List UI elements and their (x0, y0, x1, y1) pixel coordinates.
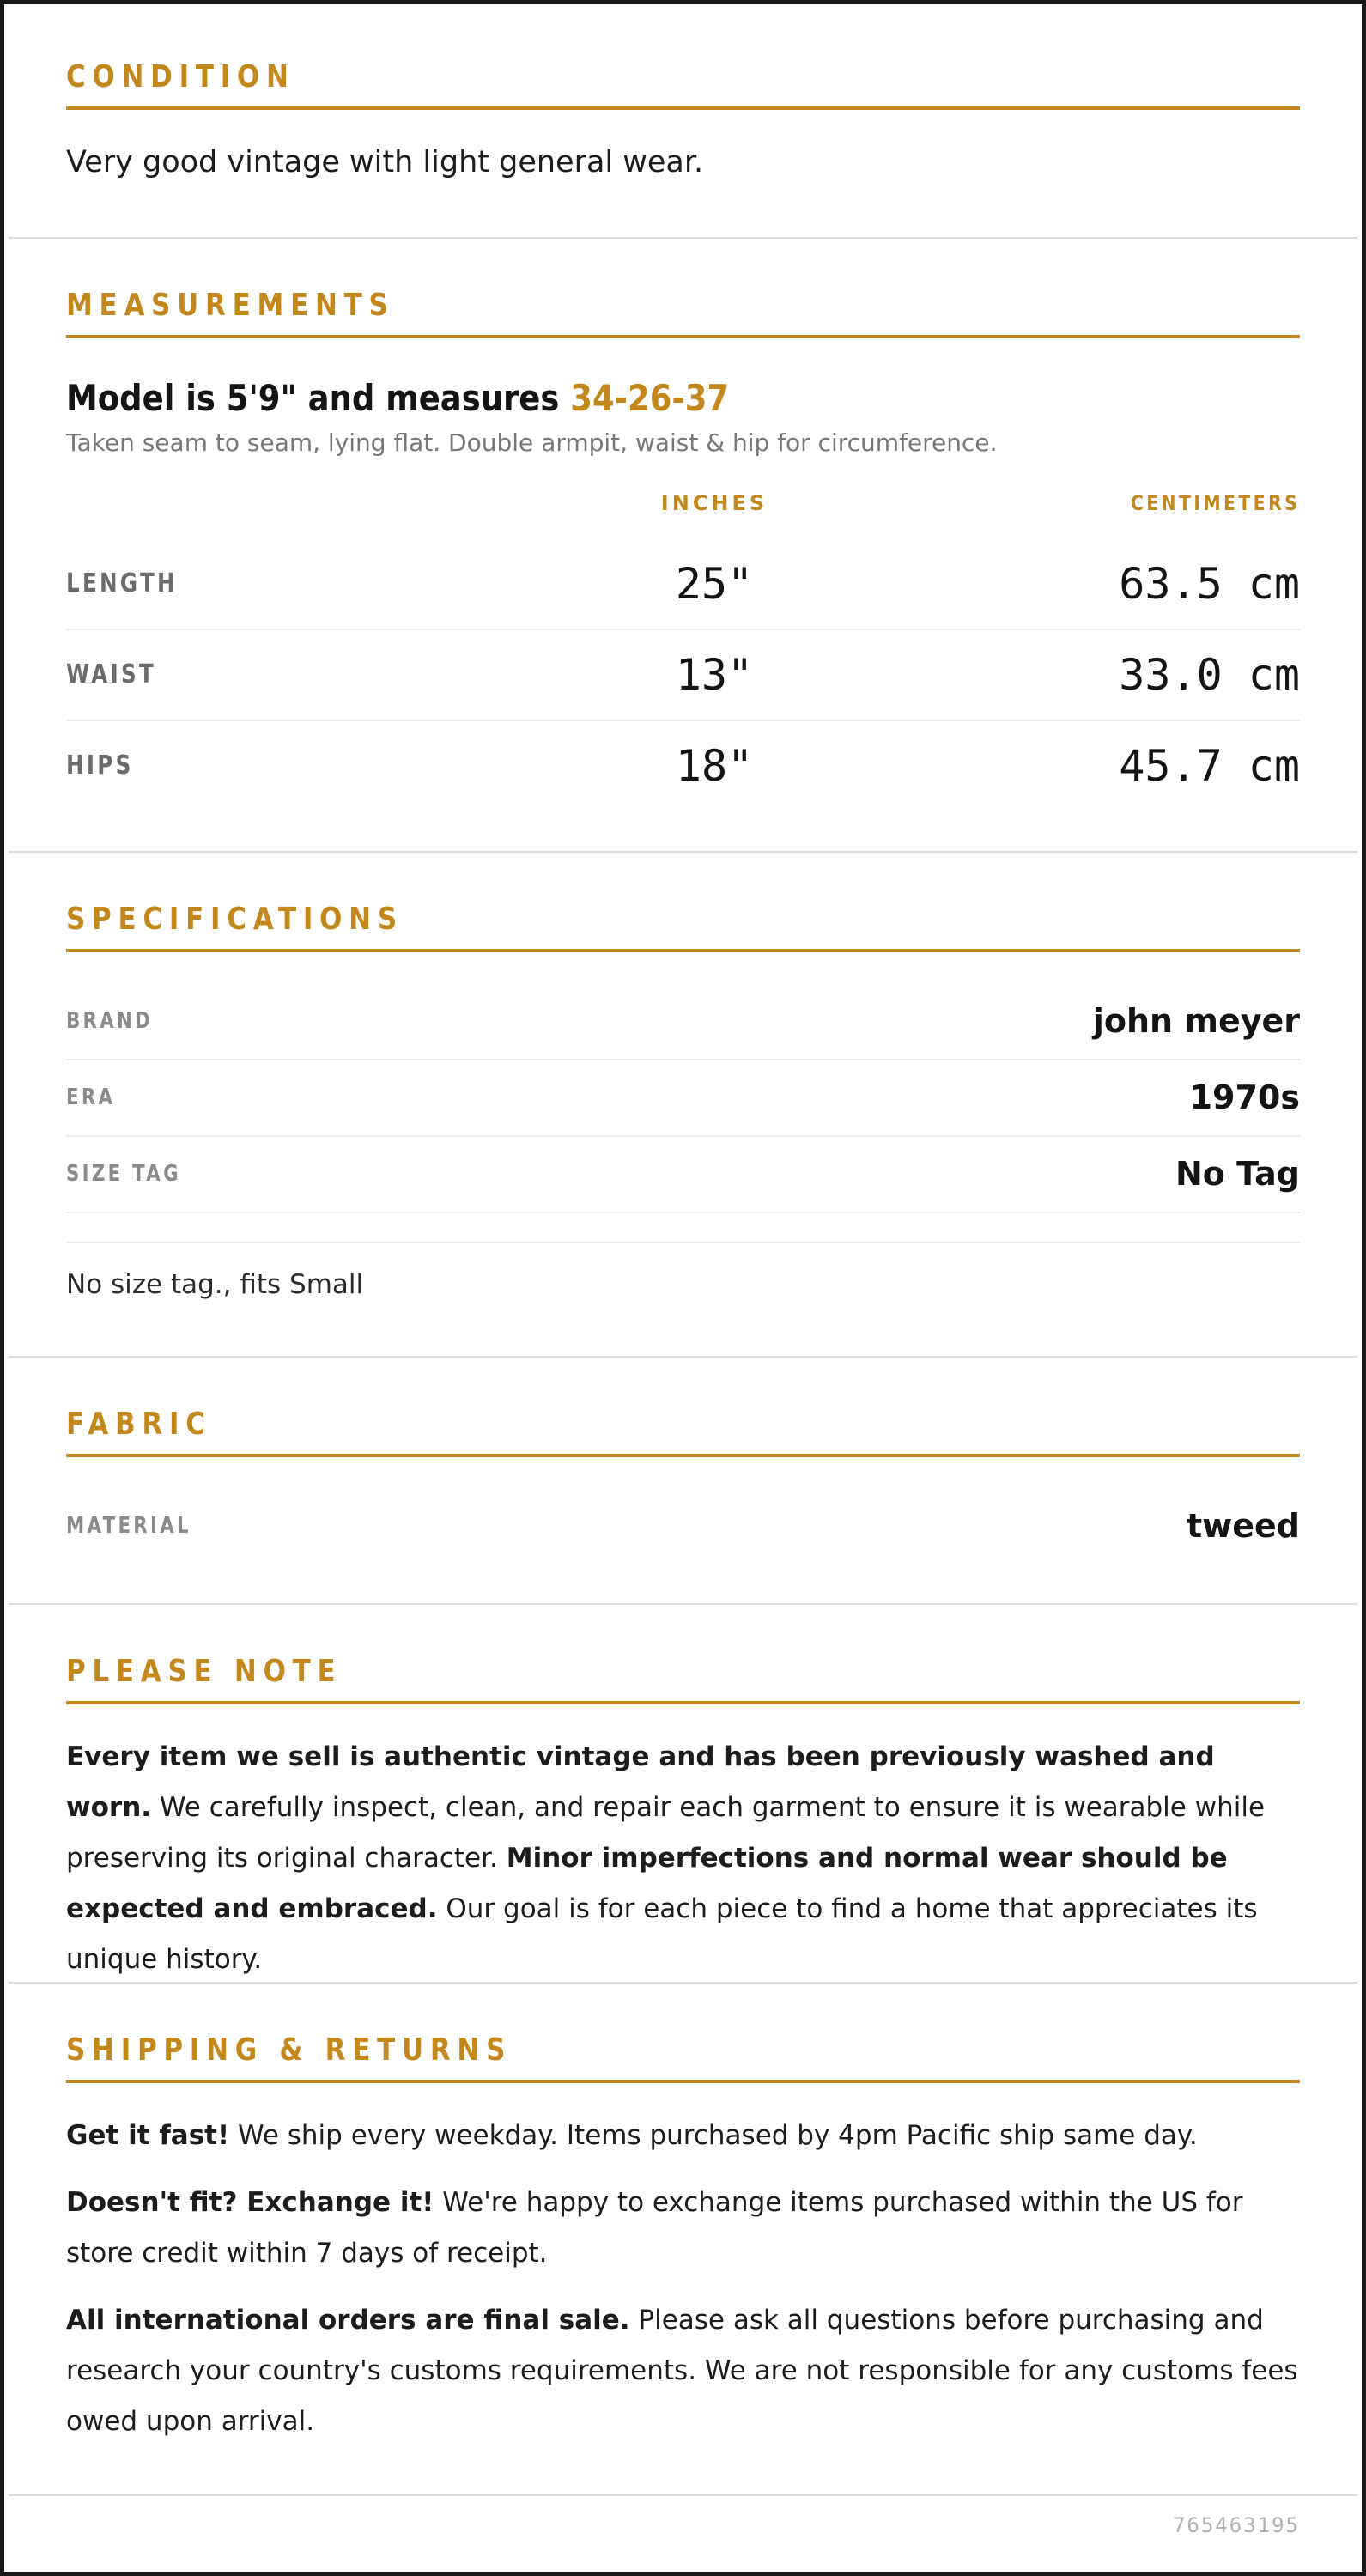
measurements-heading: MEASUREMENTS (66, 280, 1300, 338)
specifications-section (9, 851, 1357, 1358)
please-note-bold-1: Every item we sell is authentic vintage and has been previously washed and worn. (66, 1741, 1215, 1823)
spec-row-brand (66, 983, 1300, 1060)
spec-row-size-tag (66, 1136, 1300, 1213)
condition-heading: CONDITION (66, 52, 1300, 110)
spec-label: MATERIAL (66, 1513, 191, 1539)
measurement-cm: 45.7 cm (1119, 741, 1300, 791)
condition-section (9, 9, 1357, 239)
column-header-centimeters: CENTIMETERS (1130, 491, 1300, 515)
shipping-p2-bold: Doesn't fit? Exchange it! (66, 2187, 434, 2218)
measurement-label: LENGTH (66, 568, 178, 598)
spec-label: SIZE TAG (66, 1161, 181, 1187)
shipping-paragraph-1 (66, 2111, 1300, 2161)
measurement-cm: 63.5 cm (1119, 559, 1300, 609)
spec-value: john meyer (1092, 1002, 1300, 1040)
column-header-inches: INCHES (660, 491, 768, 515)
model-measurements-prefix: Model is 5'9" and measures (66, 377, 571, 419)
shipping-p3-bold: All international orders are final sale. (66, 2305, 630, 2336)
spec-value: 1970s (1189, 1078, 1300, 1116)
condition-text: Very good vintage with light general wear. (66, 145, 704, 179)
fabric-row-material (66, 1488, 1300, 1564)
measurements-section (9, 237, 1357, 853)
spec-label: ERA (66, 1084, 116, 1110)
spec-label: BRAND (66, 1008, 154, 1034)
shipping-p1-text: We ship every weekday. Items purchased by 4pm Pacific ship same day. (229, 2120, 1198, 2151)
please-note-text (66, 1732, 1300, 1985)
please-note-bold-2: Minor imperfections and normal wear should be expected and embraced. (66, 1843, 1228, 1924)
fabric-section (9, 1356, 1357, 1605)
shipping-p1-bold: Get it fast! (66, 2120, 230, 2151)
specifications-heading: SPECIFICATIONS (66, 894, 1300, 952)
measurement-row-waist (66, 630, 1300, 721)
please-note-section (9, 1603, 1357, 1984)
spec-divider (66, 1242, 1300, 1243)
shipping-paragraph-2 (66, 2178, 1300, 2279)
measurement-row-length (66, 539, 1300, 630)
shipping-p2-text: We're happy to exchange items purchased within the US for store credit within 7 days of receipt. (66, 2187, 1243, 2269)
sku-number: 765463195 (1172, 2513, 1300, 2537)
measurement-inches: 25" (675, 559, 754, 609)
measurement-row-hips (66, 721, 1300, 811)
spec-value: No Tag (1175, 1155, 1300, 1193)
please-note-text-2: Our goal is for each piece to find a home that appreciates its unique history. (66, 1893, 1258, 1975)
measurements-note: Taken seam to seam, lying flat. Double armpit, waist & hip for circumference. (66, 428, 998, 457)
please-note-heading: PLEASE NOTE (66, 1646, 1300, 1704)
spec-value: tweed (1186, 1507, 1300, 1545)
fabric-heading: FABRIC (66, 1399, 1300, 1457)
measurement-inches: 13" (675, 650, 754, 700)
measurement-cm: 33.0 cm (1119, 650, 1300, 700)
shipping-section (9, 1982, 1357, 2496)
model-measurements (66, 374, 729, 422)
shipping-heading: SHIPPING & RETURNS (66, 2025, 1300, 2083)
shipping-paragraph-3 (66, 2295, 1300, 2447)
spec-row-era (66, 1060, 1300, 1137)
please-note-text-1: We carefully inspect, clean, and repair each garment to ensure it is wearable while preserving its original character. (66, 1792, 1266, 1874)
measurement-inches: 18" (675, 741, 754, 791)
size-note: No size tag., fits Small (66, 1269, 364, 1300)
measurement-label: HIPS (66, 750, 134, 781)
shipping-p3-text: Please ask all questions before purchasing and research your country's customs requirements. We are not responsible for any customs fees owed upon arrival. (66, 2305, 1298, 2437)
measurement-label: WAIST (66, 659, 157, 690)
footer (9, 2494, 1357, 2572)
measurement-rows (66, 539, 1300, 814)
model-measurements-value: 34-26-37 (570, 377, 730, 419)
